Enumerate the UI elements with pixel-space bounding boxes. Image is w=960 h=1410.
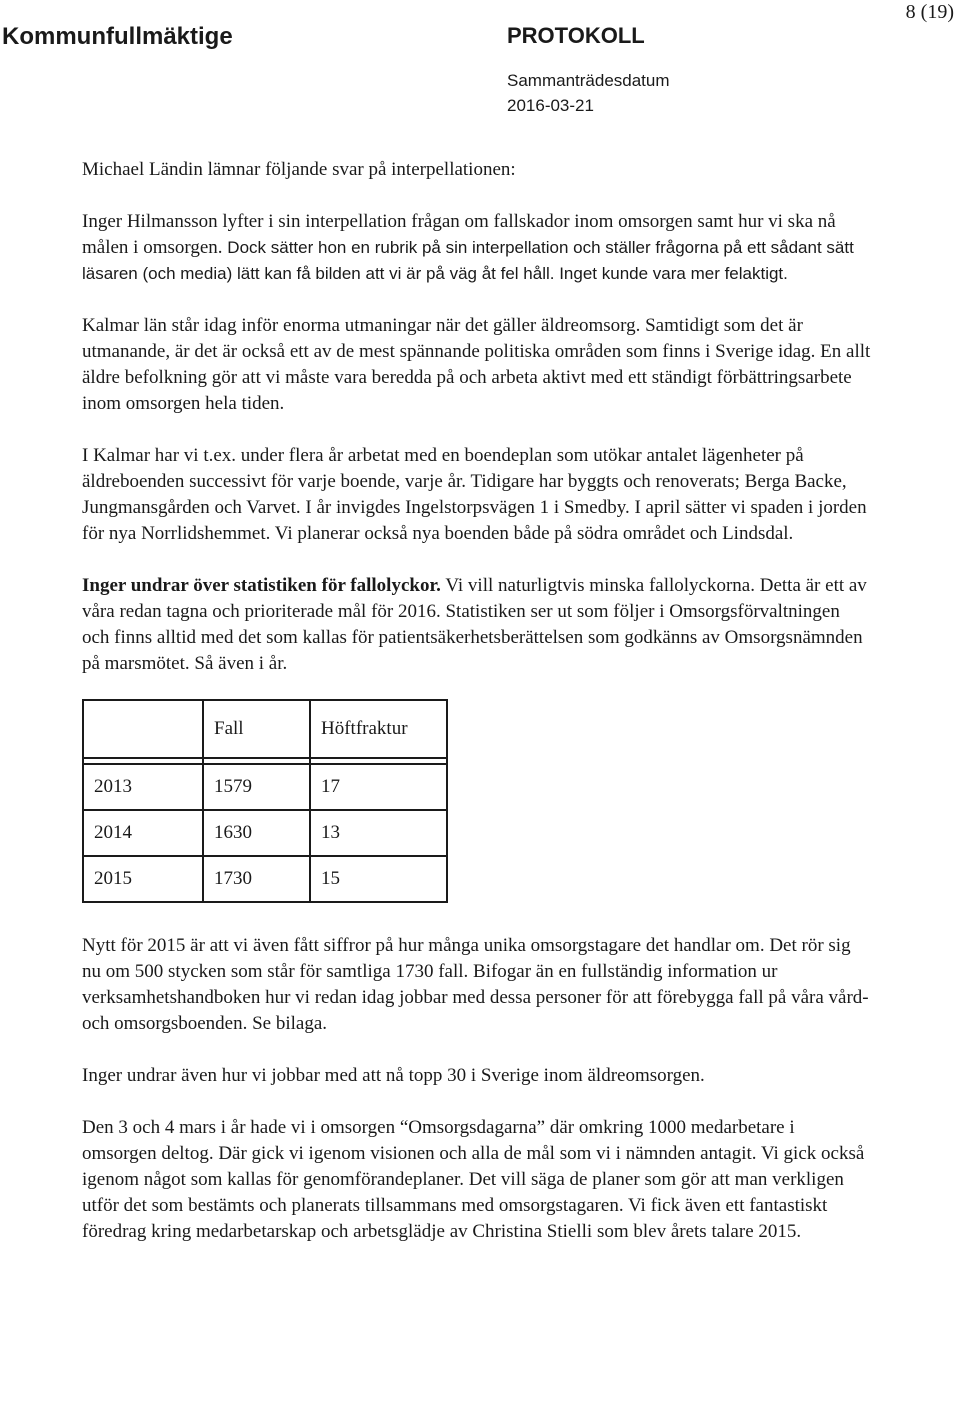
table-row bbox=[83, 856, 447, 902]
paragraph-2: Kalmar län står idag inför enorma utmaningar när det gäller äldreomsorg. Samtidigt som det är utmanande, är det är också ett av de mest spännande politiska områden som finns i Sverige idag. En allt äldre befolkning gör att vi måste vara beredda på och arbeta aktivt med ett ständigt förbättringsarbete inom omsorgen hela tiden. bbox=[82, 315, 871, 414]
page-number: 8 (19) bbox=[905, 1, 954, 23]
paragraph-4-bold: Inger undrar över statistiken för fallolyckor. bbox=[82, 575, 441, 596]
table-cell: 17 bbox=[310, 764, 447, 810]
document-type: PROTOKOLL bbox=[507, 23, 645, 48]
table-cell: 15 bbox=[310, 856, 447, 902]
paragraph-7: Den 3 och 4 mars i år hade vi i omsorgen “Omsorgsdagarna” där omkring 1000 medarbetare i omsorgen deltog. Där gick vi igenom visionen och alla de mål som vi i nämnden antagit. Vi gick också igenom något som kallas för genomförandeplaner. Det vill säga de planer som gör att man verkligen utför det som bestämts och planerats tillsammans med omsorgstagaren. Vi fick även ett fantastiskt föredrag kring medarbetarskap och arbetsglädje av Christina Stielli som blev årets talare 2015. bbox=[82, 1117, 865, 1242]
paragraph-5: Nytt för 2015 är att vi även fått siffror på hur många unika omsorgstagare det handlar om. Det rör sig nu om 500 stycken som står för samtliga 1730 fall. Bifogar än en fullständig information ur verksamhetshandboken hur vi redan idag jobbar med dessa personer för att förebygga fall på våra vård- och omsorgsboenden. Se bilaga. bbox=[82, 935, 869, 1034]
table-header-row bbox=[83, 700, 447, 758]
paragraph-4-rest: Vi vill naturligtvis minska fallolyckorna. Detta är ett av våra redan tagna och prioriterade mål för 2016. Statistiken ser ut som följer i Omsorgsförvaltningen och finns alltid med det som kallas för patientsäkerhetsberättelsen som godkänns av Omsorgsnämnden på marsmötet. Så även i år. bbox=[82, 575, 867, 674]
table-cell: 2014 bbox=[83, 810, 203, 856]
org-name: Kommunfullmäktige bbox=[2, 23, 233, 50]
table-cell: 2015 bbox=[83, 856, 203, 902]
meeting-date-label: Sammanträdesdatum bbox=[507, 71, 670, 90]
intro-paragraph: Michael Ländin lämnar följande svar på interpellationen: bbox=[82, 159, 516, 180]
paragraph-1-serif: Inger Hilmansson lyfter i sin interpellation frågan om fallskador inom omsorgen samt hur vi ska nå målen i omsorgen. bbox=[82, 211, 836, 258]
table-cell: 13 bbox=[310, 810, 447, 856]
table-row bbox=[83, 764, 447, 810]
table-header-cell bbox=[83, 700, 203, 758]
paragraph-6: Inger undrar även hur vi jobbar med att nå topp 30 i Sverige inom äldreomsorgen. bbox=[82, 1065, 705, 1086]
table-cell: 1730 bbox=[203, 856, 310, 902]
meeting-date-value: 2016-03-21 bbox=[507, 96, 594, 115]
table-cell: 1579 bbox=[203, 764, 310, 810]
paragraph-4 bbox=[82, 573, 872, 677]
paragraph-1-sans: Dock sätter hon en rubrik på sin interpellation och ställer frågorna på ett sådant sätt läsaren (och media) lätt kan få bilden att vi är på väg åt fel håll. Inget kunde vara mer felaktigt. bbox=[82, 238, 854, 283]
table-header-cell: Fall bbox=[203, 700, 310, 758]
table-header-cell: Höftfraktur bbox=[310, 700, 447, 758]
table-cell: 2013 bbox=[83, 764, 203, 810]
table-row bbox=[83, 810, 447, 856]
fall-statistics-table bbox=[82, 699, 448, 903]
paragraph-1 bbox=[82, 209, 872, 287]
table-cell: 1630 bbox=[203, 810, 310, 856]
document-body bbox=[82, 157, 872, 1245]
paragraph-3: I Kalmar har vi t.ex. under flera år arbetat med en boendeplan som utökar antalet lägenheter på äldreboenden successivt för varje boende, varje år. Tidigare har byggts och renoverats; Berga Backe, Jungmansgården och Varvet. I år invigdes Ingelstorpsvägen 1 i Smedby. I april sätter vi spaden i jorden för nya Norrlidshemmet. Vi planerar också nya boenden både på södra området och Lindsdal. bbox=[82, 445, 867, 544]
